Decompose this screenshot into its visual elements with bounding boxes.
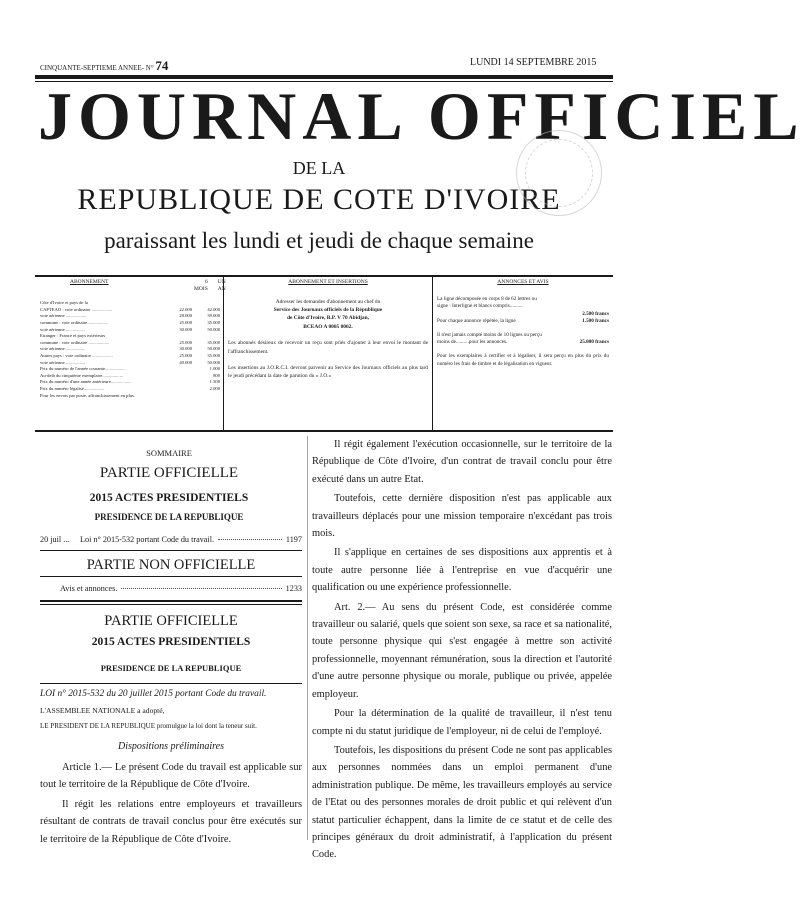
subscription-label: Pour les envois par poste, affranchissement en plus. [40, 392, 135, 398]
subscription-row [40, 307, 220, 314]
subscriptions-table [40, 300, 220, 399]
infobox-divider-1 [223, 277, 224, 430]
president-promulgue: LE PRESIDENT DE LA REPUBLIQUE promulgue la loi dont la teneur suit. [40, 722, 257, 730]
annonces-l1: La ligne décomposée en corps 8 de 62 lettres ou signe : Interligne et blancs compris.......... [437, 295, 537, 310]
sommaire-presidence: PRESIDENCE DE LA REPUBLIQUE [94, 512, 244, 522]
sommaire-rule-2 [40, 576, 302, 577]
sommaire-avis-page: 1233 [285, 584, 302, 593]
sommaire-rule-1 [40, 550, 302, 551]
subscription-row [40, 360, 220, 367]
insertions-p1-c: BCEAO A 0005 0002. [303, 323, 353, 330]
subscription-unan: 39.000 [207, 313, 220, 319]
subscription-label: voie aérienne .................. [40, 313, 87, 319]
subscription-unan [198, 300, 220, 307]
subscription-row [40, 300, 220, 307]
subscription-label: Côte d'Ivoire et pays de la [40, 300, 88, 306]
column-divider [307, 436, 308, 840]
subscription-6mois [170, 300, 192, 307]
subscription-label: Prix du numéro d'une année antérieure.................. [40, 379, 132, 385]
article-1-block [40, 759, 302, 848]
subscription-row [40, 313, 220, 320]
infobox-divider-2 [432, 277, 433, 430]
infobox-bottom-rule [35, 430, 613, 432]
infobox-top-rule [35, 275, 613, 277]
official-stamp [516, 130, 602, 216]
subscription-label: Prix du numéro de l'année courante.................. [40, 366, 126, 372]
subscription-6mois [170, 333, 192, 340]
col-6mois: 6 MOIS [194, 279, 208, 292]
annonces-l3: Il n'est jamais compté moins de 10 lignes ou perçu moins de..........pour les annonces. [437, 331, 542, 346]
body-presidence: PRESIDENCE DE LA REPUBLIQUE [100, 663, 242, 673]
annonces-l3-price: 25.000 francs [579, 338, 609, 345]
insertions-p1-b: de Côte d'Ivoire, B.P. V 70 Abidjan, [287, 315, 369, 322]
subscription-unan: 35.000 [207, 319, 220, 325]
subscription-unan: 35.000 [207, 352, 220, 358]
issue-date: LUNDI 14 SEPTEMBRE 2015 [470, 57, 597, 68]
subscription-label: voie aérienne.................. [40, 359, 86, 365]
subscription-unan: 35.000 [207, 339, 220, 345]
issue-label [40, 58, 168, 74]
subscription-row [40, 333, 220, 340]
subscription-label: Prix du numéro légalisé.................. [40, 385, 105, 391]
right-p5: Pour la détermination de la qualité de travailleur, il n'est tenu compte ni du statut juridique de l'employeur, ni de celui de l'employé. [312, 708, 612, 737]
subscription-unan: 1.500 [209, 379, 220, 385]
subscription-row [40, 327, 220, 334]
insertions-heading: ABONNEMENT ET INSERTIONS [288, 279, 368, 285]
sommaire-entry-date: 20 juil ... [40, 535, 70, 544]
issue-label-text: CINQUANTE-SEPTIEME ANNEE- N° [40, 64, 154, 72]
right-p6: Toutefois, les dispositions du présent Code ne sont pas applicables aux personnes nommées dans un emploi permanent d'une administration publique. De même, les travailleurs employés au service de l'Etat ou des personnes morales de droit public et qui relèvent d'un statut particulier échappent, dans la limite de ce statut et de celle des principes généraux du droit administratif, à l'application du présent Code. [312, 744, 612, 861]
subscription-label: commune : voie ordinaire .................. [40, 339, 110, 345]
sommaire-entry-page: 1197 [285, 535, 302, 544]
annonces-l2: Pour chaque annonce répétée, la ligne [437, 318, 516, 325]
subscription-label: voie aérienne.................. [40, 346, 86, 352]
subscription-unan: 50.000 [207, 359, 220, 365]
journal-title: JOURNAL OFFICIEL [38, 78, 805, 154]
right-p1: Il régit également l'exécution occasionnelle, sur le territoire de la République de Côte d'Ivoire, d'un contrat de travail conclu pour être exécuté dans un autre Etat. [312, 439, 612, 485]
annonces-l4: Pour les exemplaires à certifier et à légaliser, il sera perçu en plus du prix du numéro les frais de timbre et de légalisation en vigueur. [437, 352, 609, 367]
subscription-6mois [170, 373, 192, 380]
sommaire-actes: 2015 ACTES PRESIDENTIELS [89, 492, 249, 504]
subscription-label: Autres pays : voie ordinaire .................. [40, 352, 113, 358]
right-p4: Art. 2.— Au sens du présent Code, est considérée comme travailleur ou salarié, quels que soient son sexe, sa race et sa nationalité, toute personne physique qui s'est engagée à mettre son activité professionnelle, moyennant rémunération, sous la direction et l'autorité d'une autre personne physique ou morale, publique ou privée, appelée employeur. [312, 601, 612, 700]
republic-name: REPUBLIQUE DE COTE D'IVOIRE [77, 183, 561, 216]
insertions-block [228, 279, 428, 381]
subscription-row [40, 373, 220, 380]
subscription-label: Etranger : France et pays extérieurs [40, 333, 106, 339]
subscriptions-block [40, 279, 226, 399]
de-la: DE LA [292, 158, 346, 178]
subscription-6mois [170, 386, 192, 393]
subscription-unan [198, 393, 220, 400]
subscription-6mois: 40.000 [179, 359, 192, 365]
loi-title: LOI n° 2015-532 du 20 juillet 2015 portant Code du travail. [40, 689, 267, 699]
subscription-6mois: 25.000 [179, 352, 192, 358]
subscription-label: CAPTEAO : voie ordinaire .................. [40, 306, 113, 312]
subscription-unan: 42.000 [207, 306, 220, 312]
annonces-l1-price: 2.500 francs [582, 310, 609, 317]
article-1: Article 1.— Le présent Code du travail est applicable sur tout le territoire de la République de Côte d'Ivoire. [40, 762, 302, 791]
insertions-p3: Les insertions au J.O.R.C.I. devront parvenir au Service des Journaux officiels au plus tard le jeudi précédant la date de parution du « J.O.» [228, 365, 428, 380]
insertions-p2: Les abonnés désireux de recevoir un reçu sont priés d'ajouter à leur envoi le montant de l'affranchissement. [228, 340, 428, 355]
subscription-unan: 1.000 [209, 366, 220, 372]
right-p3: Il s'applique en certaines de ses dispositions aux apprentis et à toute autre personne liée à l'entreprise en vue d'acquérir une qualification ou une expérience professionnelle. [312, 547, 612, 594]
col-unan: UN AN [217, 279, 226, 292]
sommaire-rule-4 [40, 604, 302, 605]
subscription-row [40, 346, 220, 353]
subscription-6mois: 30.000 [179, 346, 192, 352]
subscription-unan [198, 333, 220, 340]
body-actes: 2015 ACTES PRESIDENTIELS [91, 636, 251, 648]
subscription-unan: 50.000 [207, 346, 220, 352]
subscription-row [40, 366, 220, 373]
issue-number: 74 [155, 58, 169, 73]
body-partie: PARTIE OFFICIELLE [104, 613, 238, 629]
subscription-6mois: 25.000 [179, 319, 192, 325]
sommaire-partie-officielle: PARTIE OFFICIELLE [99, 465, 239, 481]
insertions-p1: Adresser les demandes d'abonnement au chef du [275, 298, 381, 305]
frequency: paraissant les lundi et jeudi de chaque semaine [104, 228, 534, 253]
sommaire-entry-text: Loi n° 2015-532 portant Code du travail. [80, 535, 215, 544]
right-p2: Toutefois, cette dernière disposition n'est pas applicable aux travailleurs déplacés pour une mission temporaire n'excédant pas trois mois. [312, 493, 612, 540]
subscription-6mois [170, 393, 192, 400]
subscription-label: voie aérienne.................. [40, 326, 86, 332]
annonces-block [437, 279, 609, 368]
assemblee: L'ASSEMBLEE NATIONALE a adopté, [40, 706, 165, 715]
subscription-6mois [170, 366, 192, 373]
subscription-unan: 50.000 [207, 326, 220, 332]
dispositions: Dispositions préliminaires [117, 741, 225, 752]
subscription-6mois [170, 379, 192, 386]
sommaire-partie-non: PARTIE NON OFFICIELLE [86, 557, 256, 573]
subscriptions-heading: ABONNEMENT [70, 279, 109, 285]
insertions-p1-bold: Service des Journaux officiels de la République [273, 307, 383, 313]
subscription-row [40, 320, 220, 327]
subscription-row [40, 379, 220, 386]
sommaire-rule-3 [40, 600, 302, 602]
subscription-row [40, 340, 220, 347]
subscription-row [40, 393, 220, 400]
subscription-6mois: 22.000 [179, 306, 192, 312]
subscription-6mois: 25.000 [179, 339, 192, 345]
sommaire-avis-text: Avis et annonces. [60, 584, 118, 593]
subscription-6mois: 30.000 [179, 326, 192, 332]
body-rule [40, 683, 302, 684]
annonces-l2-price: 1.500 francs [582, 318, 609, 325]
subscription-row [40, 386, 220, 393]
article-1b: Il régit les relations entre employeurs et travailleurs résultant de contrats de travail conclus pour être exécutés sur le territoire de la République de Côte d'Ivoire. [40, 798, 302, 845]
sommaire-entry [40, 535, 302, 544]
subscription-unan: 2.000 [209, 385, 220, 391]
subscription-unan: 800 [213, 372, 220, 378]
right-column [312, 436, 612, 864]
annonces-heading: ANNONCES ET AVIS [497, 279, 549, 285]
sommaire-heading: SOMMAIRE [146, 448, 192, 458]
sommaire-avis [60, 584, 302, 593]
subscription-row [40, 353, 220, 360]
subscription-6mois: 28.000 [179, 313, 192, 319]
subscription-label: commune : voie ordinaire.................. [40, 319, 108, 325]
subscription-label: Au-delà du cinquième exemplaire.................. [40, 372, 124, 378]
